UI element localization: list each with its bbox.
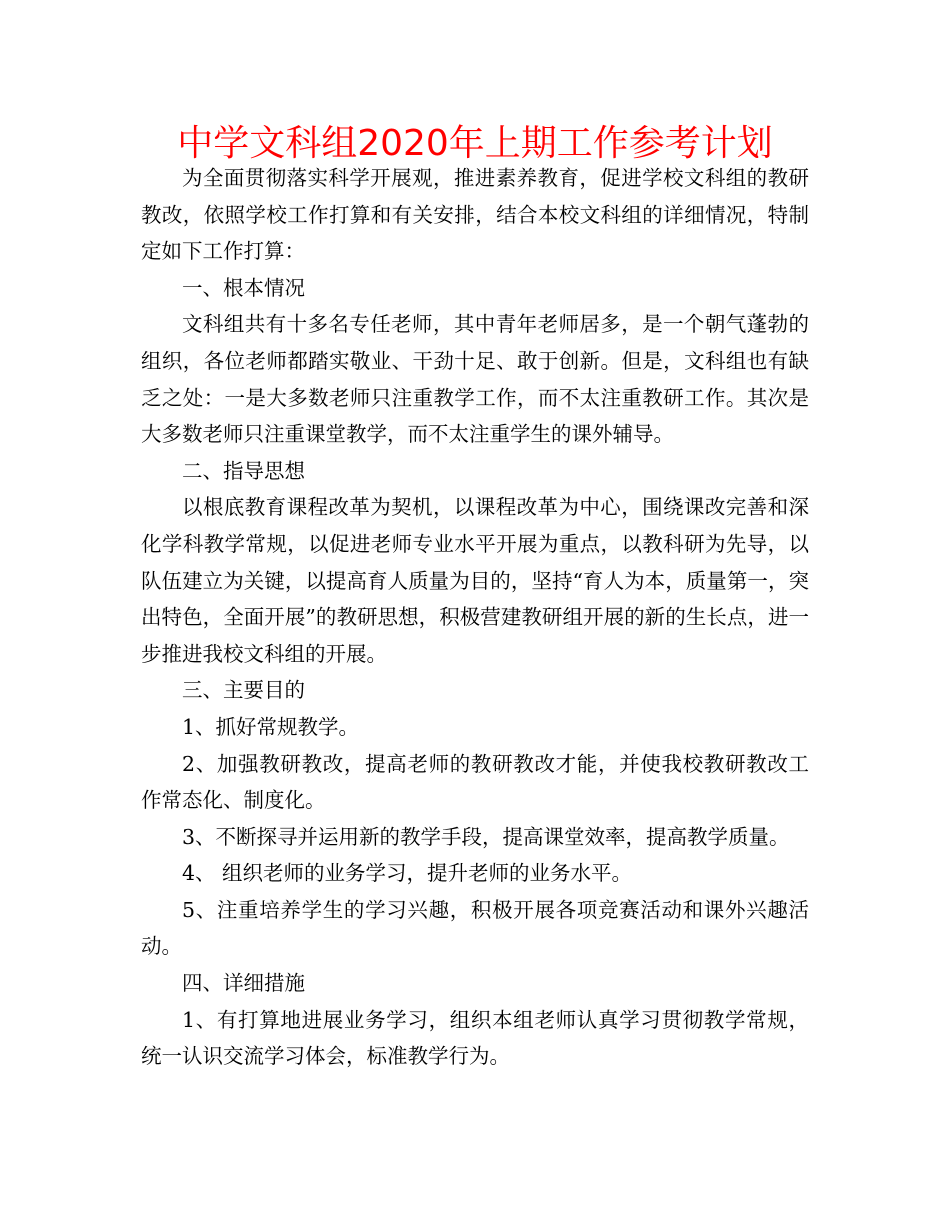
goal-item-2: 2、加强教研教改，提高老师的教研教改才能，并使我校教研教改工作常态化、制度化。 [141, 751, 809, 813]
document-title: 中学文科组2020年上期工作参考计划 [177, 123, 773, 164]
heading-measures: 四、详细措施 [182, 971, 305, 996]
goal-item-1: 1、抓好常规教学。 [182, 714, 360, 739]
goal-item-4: 4、 组织老师的业务学习，提升老师的业务水平。 [182, 861, 633, 886]
heading-basic-situation: 一、根本情况 [182, 275, 305, 300]
paragraph-basic-situation: 文科组共有十多名专任老师，其中青年老师居多，是一个朝气蓬勃的组织，各位老师都踏实敬业、干劲十足、敢于创新。但是，文科组也有缺乏之处：一是大多数老师只注重教学工作，而不太注重教研工作。其次是大多数老师只注重课堂教学，而不太注重学生的课外辅导。 [141, 312, 809, 447]
heading-main-goals: 三、主要目的 [182, 678, 305, 703]
document-body [141, 160, 809, 1075]
heading-guiding-thought: 二、指导思想 [182, 458, 305, 483]
paragraph-guiding-thought: 以根底教育课程改革为契机，以课程改革为中心，围绕课改完善和深化学科教学常规，以促进老师专业水平开展为重点，以教科研为先导，以队伍建立为关键，以提高育人质量为目的，坚持“育人为本，质量第一，突出特色，全面开展”的教研思想，积极营建教研组开展的新的生长点，进一步推进我校文科组的开展。 [141, 495, 809, 666]
goal-item-3: 3、不断探寻并运用新的教学手段，提高课堂效率，提高教学质量。 [182, 824, 790, 849]
measure-item-1: 1、有打算地进展业务学习，组织本组老师认真学习贯彻教学常规，统一认识交流学习体会，标准教学行为。 [141, 1007, 809, 1069]
paragraph-intro: 为全面贯彻落实科学开展观，推进素养教育，促进学校文科组的教研教改，依照学校工作打算和有关安排，结合本校文科组的详细情况，特制定如下工作打算： [141, 166, 809, 264]
goal-item-5: 5、注重培养学生的学习兴趣，积极开展各项竞赛活动和课外兴趣活动。 [141, 897, 809, 959]
